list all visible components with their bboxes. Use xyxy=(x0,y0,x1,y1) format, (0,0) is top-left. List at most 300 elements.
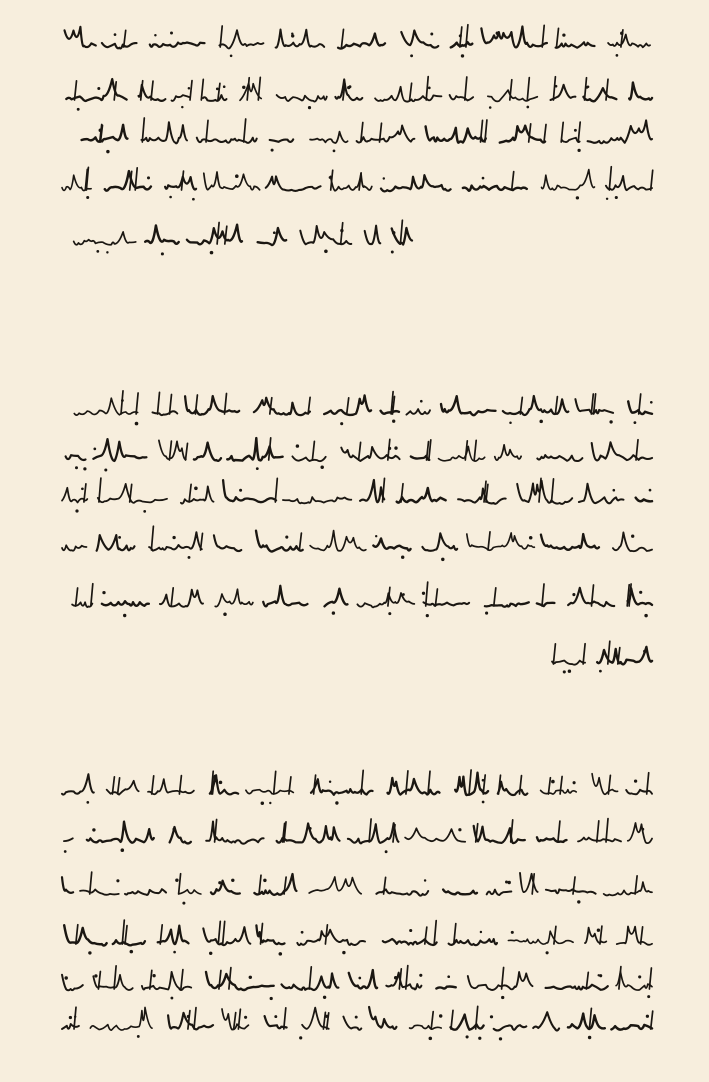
ink-dot xyxy=(135,422,139,426)
ink-stroke xyxy=(159,440,186,459)
ink-stroke xyxy=(592,774,618,795)
ink-stroke xyxy=(223,921,225,944)
ink-stroke xyxy=(494,1025,527,1030)
ink-dot xyxy=(409,929,412,932)
ink-dot xyxy=(86,196,89,199)
ink-stroke xyxy=(451,1015,484,1030)
ink-stroke xyxy=(586,972,588,989)
ink-dot xyxy=(507,881,510,884)
handwritten-line xyxy=(74,220,412,255)
ink-stroke xyxy=(247,78,249,100)
ink-stroke xyxy=(309,877,361,894)
ink-dot xyxy=(424,879,426,881)
ink-stroke xyxy=(424,602,470,605)
ink-stroke xyxy=(636,498,652,502)
ink-stroke xyxy=(165,177,196,190)
ink-stroke xyxy=(218,921,220,944)
handwritten-line xyxy=(64,920,652,956)
ink-stroke xyxy=(443,890,477,895)
ink-dot xyxy=(489,106,492,109)
ink-stroke xyxy=(150,43,205,47)
ink-dot xyxy=(182,902,185,905)
handwritten-line xyxy=(64,819,652,854)
handwritten-line xyxy=(72,582,652,617)
ink-stroke xyxy=(629,83,652,100)
ink-stroke xyxy=(617,927,652,945)
ink-stroke xyxy=(375,87,441,102)
ink-dot xyxy=(526,106,529,109)
ink-stroke xyxy=(592,442,652,460)
ink-dot xyxy=(235,174,239,178)
ink-stroke xyxy=(583,644,585,664)
ink-stroke xyxy=(105,171,151,191)
ink-dot xyxy=(296,444,299,447)
ink-stroke xyxy=(508,931,573,944)
ink-stroke xyxy=(76,588,78,606)
ink-dot xyxy=(325,1015,328,1018)
ink-stroke xyxy=(118,778,120,794)
ink-dot xyxy=(643,650,646,653)
ink-stroke xyxy=(579,484,624,504)
ink-dot xyxy=(375,535,377,537)
ink-dot xyxy=(441,558,444,561)
ink-stroke xyxy=(542,170,595,190)
ink-dot xyxy=(106,150,109,153)
ink-dot xyxy=(106,251,108,253)
paragraph-1 xyxy=(62,25,653,256)
ink-dot xyxy=(114,33,117,36)
ink-stroke xyxy=(426,77,428,100)
ink-dot xyxy=(482,779,485,782)
ink-stroke xyxy=(74,398,137,415)
ink-stroke xyxy=(373,539,410,551)
ink-stroke xyxy=(238,1009,240,1029)
ink-dot xyxy=(244,1016,247,1019)
ink-stroke xyxy=(179,890,201,894)
ink-stroke xyxy=(259,875,261,894)
ink-stroke xyxy=(436,987,455,989)
ink-dot xyxy=(209,952,212,955)
ink-dot xyxy=(175,878,178,881)
ink-stroke xyxy=(62,877,73,893)
ink-stroke xyxy=(560,777,562,795)
ink-dot xyxy=(96,250,99,253)
ink-dot xyxy=(340,229,343,232)
ink-dot xyxy=(490,1015,493,1018)
ink-dot xyxy=(299,1036,302,1039)
ink-stroke xyxy=(87,822,154,843)
ink-dot xyxy=(485,612,488,615)
ink-dot xyxy=(308,106,311,109)
ink-dot xyxy=(426,614,429,617)
ink-stroke xyxy=(481,27,547,48)
ink-stroke xyxy=(201,533,203,550)
ink-dot xyxy=(588,1036,591,1039)
handwritten-line xyxy=(552,641,652,673)
ink-dot xyxy=(74,1015,76,1017)
ink-stroke xyxy=(555,397,557,414)
ink-stroke xyxy=(485,602,529,606)
ink-stroke xyxy=(537,837,567,842)
ink-stroke xyxy=(651,170,653,190)
ink-stroke xyxy=(141,81,143,100)
ink-dot xyxy=(650,401,653,404)
ink-stroke xyxy=(544,125,546,143)
ink-stroke xyxy=(142,118,144,142)
ink-stroke xyxy=(451,1010,453,1029)
ink-stroke xyxy=(583,88,616,101)
ink-stroke xyxy=(136,393,138,414)
ink-stroke xyxy=(608,35,650,48)
ink-dot xyxy=(620,31,624,35)
ink-dot xyxy=(349,85,352,88)
ink-dot xyxy=(210,251,214,255)
ink-dot xyxy=(646,1015,649,1018)
ink-dot xyxy=(130,950,134,954)
ink-dot xyxy=(422,592,425,595)
ink-stroke xyxy=(552,661,585,665)
ink-dot xyxy=(342,951,345,954)
ink-stroke xyxy=(488,532,490,550)
ink-dot xyxy=(439,1014,442,1017)
ink-dot xyxy=(329,176,332,179)
ink-stroke xyxy=(297,930,365,945)
ink-dot xyxy=(188,556,191,559)
ink-stroke xyxy=(186,443,188,460)
ink-dot xyxy=(577,900,580,903)
handwritten-line xyxy=(74,391,652,426)
ink-dot xyxy=(429,1037,433,1041)
ink-stroke xyxy=(151,526,153,550)
handwritten-line xyxy=(66,77,652,111)
ink-dot xyxy=(121,848,125,852)
ink-dot xyxy=(388,447,391,450)
ink-dot xyxy=(634,421,637,424)
ink-stroke xyxy=(381,175,451,191)
ink-dot xyxy=(358,977,361,980)
ink-dot xyxy=(99,128,103,132)
ink-dot xyxy=(447,975,450,978)
ink-dot xyxy=(394,976,397,979)
ink-dot xyxy=(609,420,612,423)
ink-dot xyxy=(271,149,274,152)
ink-dot xyxy=(173,951,176,954)
ink-stroke xyxy=(190,81,192,100)
ink-stroke xyxy=(585,78,587,100)
ink-stroke xyxy=(474,826,525,843)
ink-stroke xyxy=(258,228,287,245)
ink-stroke xyxy=(449,939,497,945)
ink-dot xyxy=(383,177,385,179)
ink-stroke xyxy=(270,139,294,141)
ink-dot xyxy=(81,487,84,490)
ink-stroke xyxy=(626,790,652,794)
ink-stroke xyxy=(589,1008,591,1029)
ink-dot xyxy=(574,129,577,132)
ink-dot xyxy=(169,196,172,199)
ink-dot xyxy=(392,231,396,235)
ink-stroke xyxy=(397,488,446,503)
ink-stroke xyxy=(172,95,191,101)
ink-dot xyxy=(223,612,227,616)
ink-stroke xyxy=(206,120,208,142)
ink-stroke xyxy=(495,445,521,460)
ink-dot xyxy=(459,34,462,37)
ink-stroke xyxy=(227,438,282,461)
ink-stroke xyxy=(410,1025,442,1029)
ink-dot xyxy=(461,54,464,57)
ink-stroke xyxy=(359,442,361,460)
ink-stroke xyxy=(410,83,412,100)
ink-stroke xyxy=(405,828,465,842)
ink-stroke xyxy=(114,966,116,989)
ink-stroke xyxy=(185,396,239,415)
ink-stroke xyxy=(553,644,555,664)
ink-dot xyxy=(546,951,549,954)
ink-stroke xyxy=(357,593,414,607)
ink-dot xyxy=(385,850,388,853)
ink-stroke xyxy=(529,124,531,142)
ink-stroke xyxy=(97,535,135,551)
ink-dot xyxy=(638,975,641,978)
ink-dot xyxy=(301,931,304,934)
ink-dot xyxy=(97,87,100,90)
ink-stroke xyxy=(107,781,139,795)
ink-dot xyxy=(172,827,176,831)
ink-stroke xyxy=(604,882,652,895)
ink-dot xyxy=(613,489,616,492)
ink-stroke xyxy=(451,42,473,47)
ink-dot xyxy=(64,850,67,853)
ink-stroke xyxy=(517,481,572,504)
ink-dot xyxy=(499,1037,502,1040)
ink-stroke xyxy=(206,972,274,990)
ink-dot xyxy=(430,33,433,36)
ink-stroke xyxy=(557,28,559,47)
ink-dot xyxy=(147,176,150,179)
ink-stroke xyxy=(181,970,183,989)
handwritten-line xyxy=(82,118,652,153)
ink-dot xyxy=(631,535,634,538)
ink-stroke xyxy=(388,587,390,606)
ink-stroke xyxy=(439,446,485,461)
ink-stroke xyxy=(122,920,124,944)
ink-dot xyxy=(332,611,335,614)
ink-dot xyxy=(270,997,273,1000)
ink-stroke xyxy=(160,590,203,607)
ink-stroke xyxy=(541,534,599,550)
ink-stroke xyxy=(537,603,555,606)
ink-stroke xyxy=(552,479,554,502)
ink-dot xyxy=(420,400,423,403)
ink-dot xyxy=(143,510,146,513)
handwritten-line xyxy=(62,167,653,201)
ink-dot xyxy=(285,536,288,539)
ink-stroke xyxy=(215,589,253,606)
ink-stroke xyxy=(500,126,545,143)
ink-stroke xyxy=(427,442,429,460)
ink-dot xyxy=(644,614,647,617)
ink-stroke xyxy=(539,478,541,502)
ink-stroke xyxy=(300,226,351,244)
ink-stroke xyxy=(609,167,611,190)
ink-stroke xyxy=(284,1008,286,1029)
ink-stroke xyxy=(62,545,87,550)
ink-stroke xyxy=(606,819,608,842)
ink-stroke xyxy=(263,586,307,607)
ink-stroke xyxy=(369,819,371,842)
ink-dot xyxy=(161,252,164,255)
ink-dot xyxy=(216,88,219,91)
ink-dot xyxy=(480,931,482,933)
ink-stroke xyxy=(292,456,325,461)
ink-dot xyxy=(192,198,195,201)
ink-dot xyxy=(215,779,218,782)
ink-dot xyxy=(239,489,242,492)
ink-dot xyxy=(104,468,107,471)
ink-stroke xyxy=(121,391,123,414)
ink-stroke xyxy=(113,940,145,945)
ink-dot xyxy=(94,974,97,977)
ink-dot xyxy=(256,467,259,470)
ink-stroke xyxy=(406,409,430,415)
ink-dot xyxy=(93,448,96,451)
ink-dot xyxy=(279,952,283,956)
ink-stroke xyxy=(503,396,568,415)
ink-stroke xyxy=(66,455,86,460)
ink-dot xyxy=(529,536,533,540)
ink-dot xyxy=(401,556,404,559)
ink-dot xyxy=(230,55,233,58)
ink-stroke xyxy=(474,440,476,460)
ink-stroke xyxy=(562,138,580,142)
ink-stroke xyxy=(62,1024,79,1029)
ink-dot xyxy=(634,779,637,782)
ink-stroke xyxy=(556,42,595,47)
ink-dot xyxy=(597,974,599,976)
ink-dot xyxy=(615,196,618,199)
ink-stroke xyxy=(591,394,593,414)
ink-stroke xyxy=(194,1008,196,1029)
ink-stroke xyxy=(360,480,384,502)
ink-dot xyxy=(75,509,78,512)
ink-stroke xyxy=(450,95,474,100)
paragraph-3 xyxy=(62,770,653,1041)
ink-dot xyxy=(231,879,234,882)
ink-dot xyxy=(562,33,565,36)
ink-stroke xyxy=(182,171,184,190)
ink-dot xyxy=(505,881,508,884)
ink-stroke xyxy=(169,441,171,460)
ink-dot xyxy=(576,196,579,199)
ink-stroke xyxy=(98,484,167,503)
ink-stroke xyxy=(357,126,415,143)
ink-dot xyxy=(320,465,323,468)
ink-dot xyxy=(501,996,504,999)
ink-dot xyxy=(616,54,619,57)
ink-stroke xyxy=(619,967,621,989)
ink-dot xyxy=(309,827,312,830)
ink-stroke xyxy=(342,29,344,47)
ink-stroke xyxy=(369,1007,396,1029)
ink-stroke xyxy=(520,873,538,892)
ink-stroke xyxy=(125,926,127,944)
ink-dot xyxy=(563,670,566,673)
ink-stroke xyxy=(616,971,652,990)
ink-dot xyxy=(137,1035,140,1038)
ink-dot xyxy=(64,976,67,979)
ink-dot xyxy=(218,881,221,884)
ink-stroke xyxy=(606,176,652,190)
ink-stroke xyxy=(533,1012,559,1030)
ink-stroke xyxy=(422,533,457,551)
ink-stroke xyxy=(483,775,485,794)
ink-stroke xyxy=(125,889,166,895)
ink-dot xyxy=(118,536,121,539)
ink-stroke xyxy=(274,771,276,794)
ink-dot xyxy=(641,828,644,831)
ink-dot xyxy=(291,34,294,37)
ink-stroke xyxy=(142,122,188,143)
ink-dot xyxy=(402,593,405,596)
ink-stroke xyxy=(74,232,136,245)
ink-stroke xyxy=(588,120,652,143)
ink-stroke xyxy=(189,484,191,502)
ink-stroke xyxy=(130,484,132,502)
ink-stroke xyxy=(311,779,373,795)
ink-stroke xyxy=(527,78,529,100)
ink-stroke xyxy=(325,925,327,944)
ink-dot xyxy=(394,446,397,449)
ink-stroke xyxy=(148,779,194,794)
ink-stroke xyxy=(283,497,351,503)
ink-dot xyxy=(170,32,173,35)
ink-dot xyxy=(482,801,485,804)
ink-stroke xyxy=(211,881,240,894)
ink-stroke xyxy=(325,589,348,607)
ink-stroke xyxy=(467,533,535,550)
ink-stroke xyxy=(90,1007,152,1030)
ink-dot xyxy=(83,467,86,470)
ink-stroke xyxy=(381,411,399,414)
ink-stroke xyxy=(426,582,428,606)
ink-dot xyxy=(355,1016,358,1019)
ink-dot xyxy=(194,487,198,491)
ink-stroke xyxy=(90,872,92,894)
ink-dot xyxy=(92,828,95,831)
ink-dot xyxy=(466,1035,469,1038)
ink-stroke xyxy=(82,125,128,142)
ink-stroke xyxy=(561,122,563,142)
ink-stroke xyxy=(149,532,202,551)
ink-stroke xyxy=(597,647,652,664)
ink-stroke xyxy=(468,972,533,990)
ink-dot xyxy=(223,85,226,88)
ink-stroke xyxy=(214,535,241,551)
ink-dot xyxy=(123,614,126,617)
ink-stroke xyxy=(266,176,321,191)
ink-dot xyxy=(335,801,338,804)
ink-dot xyxy=(172,536,175,539)
ink-dot xyxy=(116,879,119,882)
ink-stroke xyxy=(254,398,310,415)
ink-stroke xyxy=(384,877,386,894)
ink-stroke xyxy=(335,79,362,100)
ink-stroke xyxy=(338,34,385,49)
ink-stroke xyxy=(223,480,276,502)
ink-dot xyxy=(188,87,191,90)
handwritten-line xyxy=(62,770,652,805)
